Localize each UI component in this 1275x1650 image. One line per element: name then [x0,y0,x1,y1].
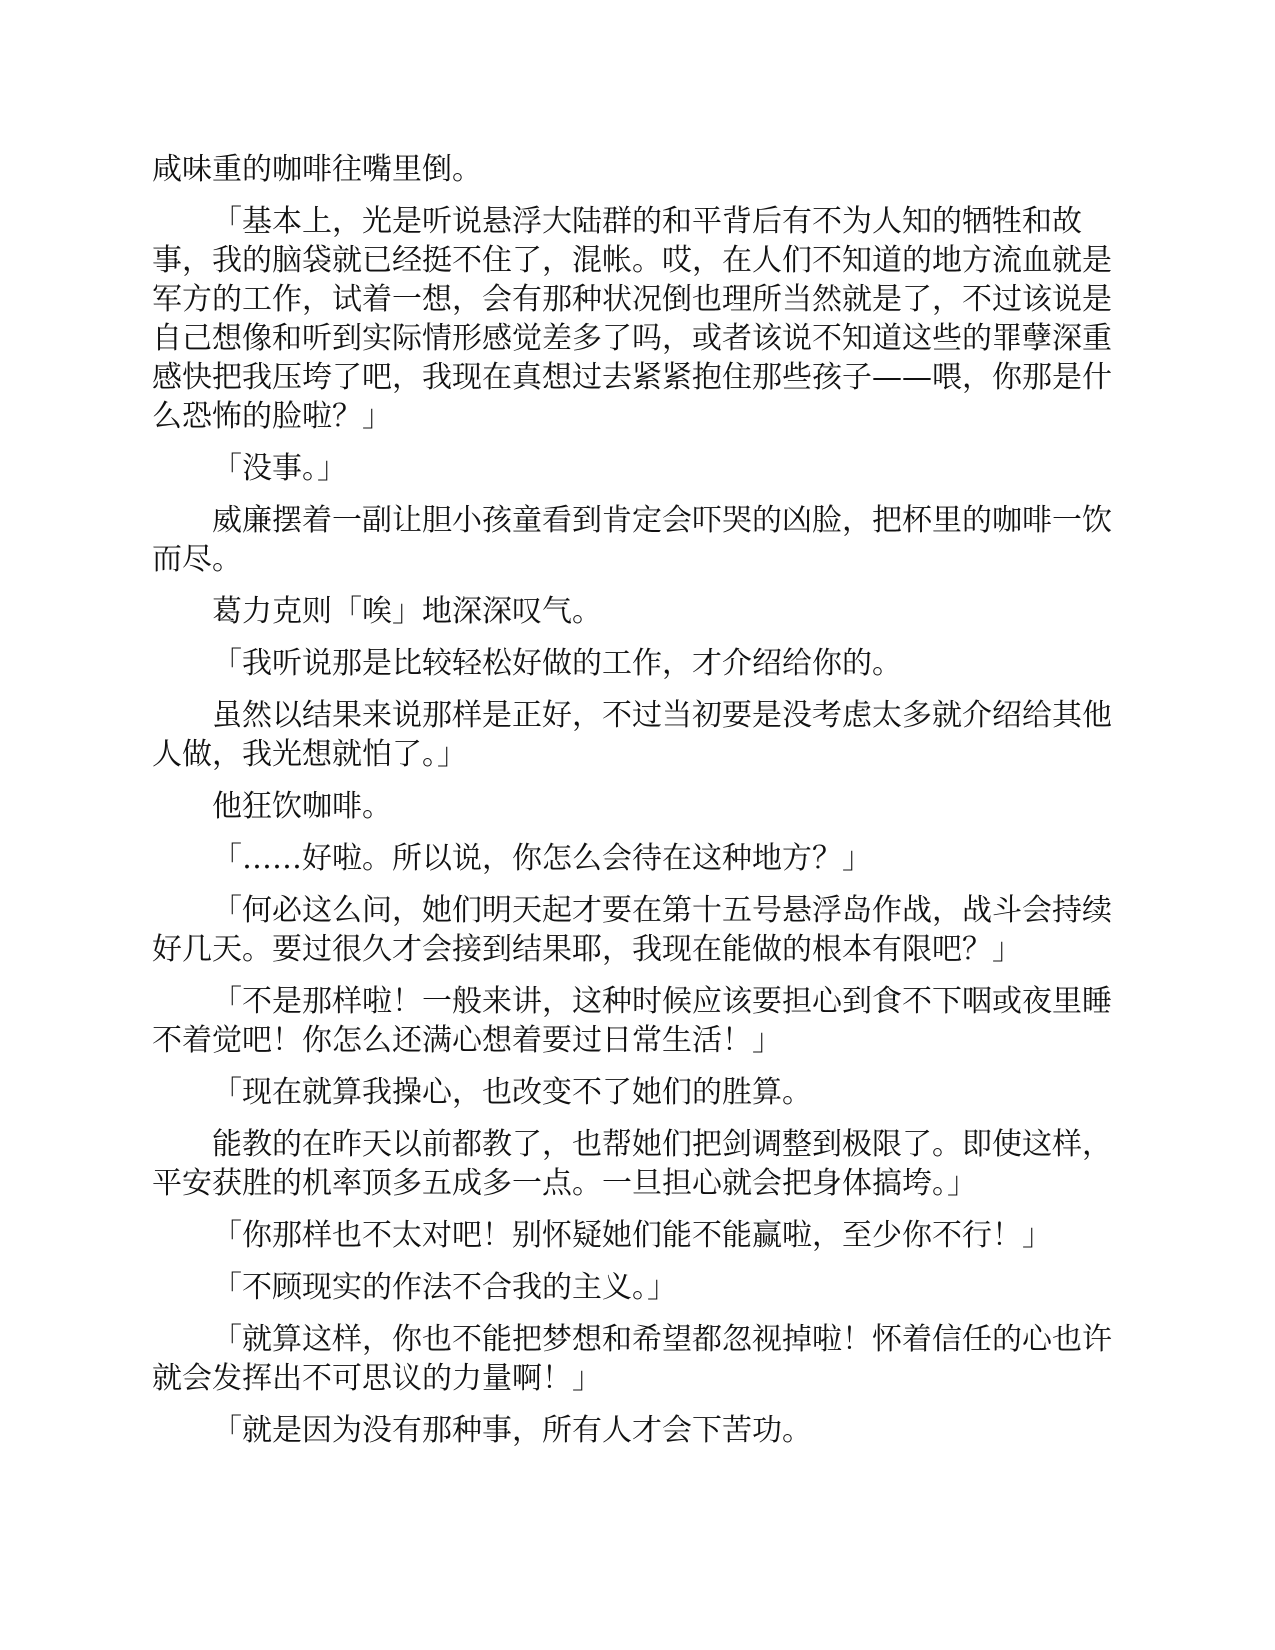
paragraph: 葛力克则「唉」地深深叹气。 [212,594,602,629]
paragraph: 威廉摆着一副让胆小孩童看到肯定会吓哭的凶脸，把杯里的咖啡一饮而尽。 [152,503,1112,577]
paragraph: 咸味重的咖啡往嘴里倒。 [152,152,482,187]
paragraph: 「……好啦。所以说，你怎么会待在这种地方？」 [212,841,872,876]
paragraph: 「我听说那是比较轻松好做的工作，才介绍给你的。 [212,646,902,681]
document-page [152,150,1122,1463]
paragraph: 「不顾现实的作法不合我的主义。」 [212,1270,677,1305]
paragraph: 「何必这么问，她们明天起才要在第十五号悬浮岛作战，战斗会持续好几天。要过很久才会接到结果耶，我现在能做的根本有限吧？」 [152,893,1112,967]
paragraph: 「现在就算我操心，也改变不了她们的胜算。 [212,1075,812,1110]
paragraph: 「不是那样啦！一般来讲，这种时候应该要担心到食不下咽或夜里睡不着觉吧！你怎么还满心想着要过日常生活！」 [152,984,1112,1058]
paragraph: 「就是因为没有那种事，所有人才会下苦功。 [212,1413,812,1448]
paragraph: 虽然以结果来说那样是正好，不过当初要是没考虑太多就介绍给其他人做，我光想就怕了。」 [152,698,1112,772]
paragraph: 「基本上，光是听说悬浮大陆群的和平背后有不为人知的牺牲和故事，我的脑袋就已经挺不住了，混帐。哎，在人们不知道的地方流血就是军方的工作，试着一想，会有那种状况倒也理所当然就是了，不过该说是自己想像和听到实际情形感觉差多了吗，或者该说不知道这些的罪孽深重感快把我压垮了吧，我现在真想过去紧紧抱住那些孩子——喂，你那是什么恐怖的脸啦？」 [152,204,1112,434]
paragraph: 「你那样也不太对吧！别怀疑她们能不能赢啦，至少你不行！」 [212,1218,1052,1253]
paragraph: 「就算这样，你也不能把梦想和希望都忽视掉啦！怀着信任的心也许就会发挥出不可思议的力量啊！」 [152,1322,1112,1396]
paragraph: 他狂饮咖啡。 [212,789,392,824]
paragraph: 能教的在昨天以前都教了，也帮她们把剑调整到极限了。即使这样，平安获胜的机率顶多五成多一点。一旦担心就会把身体搞垮。」 [152,1127,1112,1201]
paragraph: 「没事。」 [212,451,347,486]
